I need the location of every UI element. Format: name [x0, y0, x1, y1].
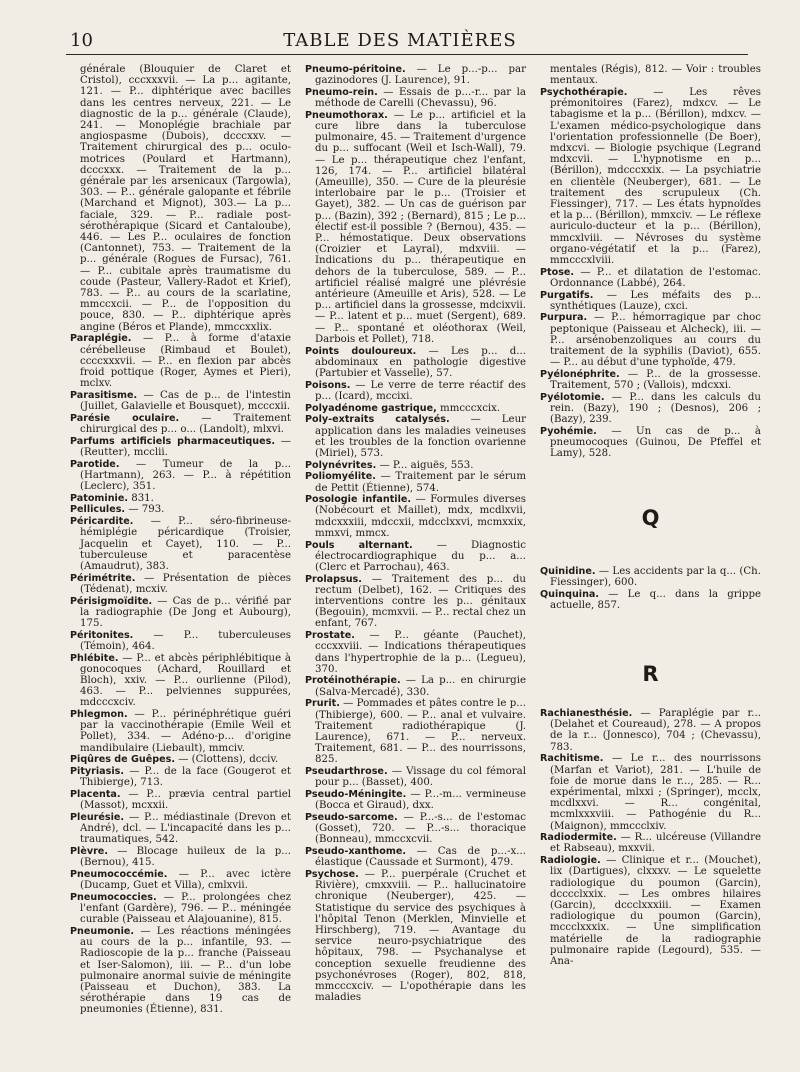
entry-heading: Poly-extraits catalysés. — [305, 414, 450, 426]
entry-heading: Placenta. — [70, 789, 121, 800]
index-entry — [305, 789, 526, 811]
index-entry — [70, 754, 291, 765]
entry-heading: Points douloureux. — [305, 345, 417, 357]
index-entry — [305, 846, 526, 868]
entry-heading: Parasitisme. — [70, 389, 138, 401]
index-entry — [70, 709, 291, 754]
index-entry — [305, 64, 526, 86]
entry-heading: Ptose. — [540, 266, 575, 278]
entry-text: — Diagnostic électrocardiographique du p... a... (Clerc et Parrochau), 463. — [315, 539, 526, 573]
entry-text: — P... avec ictère (Ducamp, Guet et Villa), cmlxvii. — [80, 868, 291, 892]
entry-text: — Les réactions méningées au cours de la p... infantile, 93. — Radioscopie de la p... franche (Paisseau et Iser-Salomon), iii. — P... d'un lobe pulmonaire anormal suivie de méningite (Paisseau et Duchon), 383. La sérothérapie dans 19 cas de pneumonies (Étienne), 831. — [80, 925, 291, 1016]
index-entry — [305, 812, 526, 846]
entry-text: — (Reutter), mcclii. — [80, 435, 291, 458]
entry-heading: Pseudo-sarcome. — [305, 811, 398, 823]
entry-text: — Les méfaits des p... synthétiques (Lauze), cxci. — [550, 289, 761, 312]
entry-text: — P... à forme d'ataxie cérébelleuse (Rimbaud et Boulet), ccccxxxvii. — P... en flexion par abcès froid pottique (Roger, Aymes et Pieri), mclxv. — [80, 333, 291, 390]
entry-text: — Le q... dans la grippe actuelle, 857. — [550, 588, 761, 612]
entry-text: — Clinique et r... (Mouchet), lix (Dartigues), clxxxv. — Le squelette radiologique du poumon (Garcin), dcccclxxix. — Les ombres hilaires (Garcin), dccclxxxiii. — Examen radiologique du poumon (Garcin), mccclxxxix. — Une simplification matérielle de la radiographie pulmonaire rapide (Legourd), 535. — Ana- — [550, 855, 761, 967]
entry-text: — Présentation de pièces (Tédenat), mcxiv. — [80, 572, 291, 595]
section-letter-q: Q — [641, 506, 660, 530]
entry-text: — (Clottens), dcciv. — [174, 754, 279, 766]
index-entry — [70, 573, 291, 595]
entry-text: — P... prolongées chez l'enfant (Gardère), 796. — P... méningée curable (Paisseau et Alajouanine), 815. — [80, 891, 291, 926]
entry-heading: Péricardite. — [70, 516, 134, 528]
entry-heading: Polyadénome gastrique, — [305, 402, 437, 414]
index-entry — [70, 64, 291, 333]
entry-text: générale (Blouquier de Claret et Cristol), cccxxxvii. — La p... agitante, 121. — P... diphtérique avec bacilles dans les centres nerveux, 221. — Le diagnostic de la p... générale (Claude), 241. — Monoplégie brachiale par angiospasme (Dubois), dcccxxv. — Traitement chirurgical des p... oculo-motrices (Poulard et Hartmann), dcccxxx. — Traitement de la p... générale par les arsenicaux (Targowla), 303. — P... générale galopante et fébrile (Marchand et Mignot), 303.— La p... faciale, 329. — P... radiale post-sérothérapique (Sicard et Cantaloube), 446. — Les P... oculaires de fonction (Cantonnet), 753. — Traitement de la p... générale (Rogues de Fursac), 761. — P... cubitale après traumatisme du coude (Pasteur, Vallery-Radot et Krief), 783. — P... au cours de la scarlatine, mmccxcii. — P... de l'opposition du pouce, 830. — P... diphtérique après angine (Béros et Plande), mmccxxlix. — [80, 64, 291, 333]
entry-text: — Pommades et pâtes contre le p... (Thibierge), 600. — P... anal et vulvaire. Traitement radiothérapique (J. Laurence), 671. — P... nerveux. Traitement, 681. — P... des nourrissons, 825. — [315, 698, 526, 766]
entry-heading: Phlegmon. — [70, 709, 128, 721]
entry-heading: Pneumo-rein. — [305, 86, 378, 98]
entry-heading: Plèvre. — [70, 846, 108, 858]
entry-text: — R... ulcéreuse (Villandre et Rabseau), mxxvii. — [550, 832, 761, 855]
index-entry — [70, 892, 291, 926]
index-entry — [540, 267, 761, 289]
entry-text: — Tumeur de la p... (Hartmann), 263. — P... à répétition (Leclerc), 351. — [80, 458, 291, 493]
entry-text: — P... et abcès périphlébitique à gonocoques (Achard, Rouillard et Bloch), xxiv. — P... ourlienne (Pilod), 463. — P... pelviennes suppurées, mdcccxciv. — [80, 652, 291, 709]
index-entry — [70, 766, 291, 788]
entry-heading: Pellicules. — [70, 504, 126, 516]
entry-heading: Pyélonéphrite. — [540, 368, 620, 380]
index-entry — [70, 630, 291, 652]
index-entry — [540, 64, 761, 86]
index-entry — [70, 504, 291, 515]
entry-text: — Les rêves prémonitoires (Farez), mdxcv. — Le tabagisme et la p... (Bérillon), mdxcv. — L'examen médico-psychologique dans l'orientation professionnelle (De Boer), mdxcvi. — Biologie psychique (Legrand mdxcvii. — L'hypnotisme en p... (Bérillon), mdcccxxix. — La psychiatrie en clientèle (Neuberger), 681. — Le traitement des scrupuleux (Ch. Fiessinger), 717. — Les états hypnoïdes et la p... (Bérillon), mmxciv. — Le réflexe auriculo-ducteur et la p... (Bérillon), mmcxlviii. — Névroses du système organo-végétatif et la p... (Farez), mmcccxlviii. — [550, 86, 761, 266]
entry-heading: Poisons. — [305, 379, 351, 391]
entry-heading: Pneumococcies. — [70, 891, 157, 903]
index-entry — [70, 413, 291, 435]
index-entry — [305, 403, 526, 414]
index-entry — [305, 494, 526, 539]
entry-text: — Cas de p... vérifié par la radiographie (De Jong et Aubourg), 175. — [80, 595, 291, 629]
entry-heading: Pneumothorax. — [305, 109, 388, 121]
index-entry — [305, 471, 526, 493]
entry-text: — P... de la face (Gougerot et Thibierge), 713. — [80, 766, 291, 789]
entry-heading: Quinidine. — [540, 566, 596, 577]
index-entry — [70, 789, 291, 811]
entry-heading: Rachitisme. — [540, 753, 604, 765]
entry-heading: Périmétrite. — [70, 572, 136, 584]
index-entry — [305, 540, 526, 574]
entry-heading: Purpura. — [540, 312, 588, 324]
entry-heading: Pneumonie. — [70, 925, 135, 937]
index-entry — [305, 414, 526, 459]
index-entry — [540, 566, 761, 588]
index-entry — [540, 392, 761, 426]
entry-heading: Parotide. — [70, 458, 120, 470]
entry-heading: Pneumococcémie. — [70, 868, 168, 880]
index-entry — [70, 926, 291, 1016]
index-entry — [540, 832, 761, 854]
entry-heading: Péritonites. — [70, 629, 134, 641]
entry-heading: Protéinothérapie. — [305, 675, 401, 687]
entry-heading: Poliomyélite. — [305, 471, 376, 483]
entry-text: — Les accidents par la q... (Ch. Fiessinger), 600. — [550, 566, 761, 589]
index-entry — [305, 110, 526, 345]
index-entry — [305, 460, 526, 471]
index-entry — [70, 869, 291, 891]
entry-text: — P... aiguës, 553. — [376, 459, 474, 471]
entry-text: — Essais de p...-r... par la méthode de Carelli (Chevassu), 96. — [315, 86, 526, 110]
entry-text: — Traitement chirurgical des p... o... (Landolt), mlxvi. — [80, 412, 291, 435]
entry-heading: Purgatifs. — [540, 289, 594, 301]
entry-text: — P... médiastinale (Drevon et André), dcl. — L'incapacité dans les p... traumatiques, 542. — [80, 811, 291, 846]
index-entry — [540, 369, 761, 391]
page-number: 10 — [70, 30, 93, 51]
header-rule — [66, 54, 748, 55]
entry-text: mentales (Régis), 812. — Voir : troubles mentaux. — [550, 64, 761, 87]
index-entry — [305, 87, 526, 109]
entry-text: — Traitement des p... du rectum (Delbet), 162. — Critiques des interventions contre les p... génitaux (Begouin), mcmxvii. — P... rectal chez un enfant, 767. — [315, 573, 526, 630]
entry-heading: Paraplégie. — [70, 333, 132, 345]
index-entry — [540, 426, 761, 460]
index-entry — [305, 698, 526, 765]
entry-heading: Pleurésie. — [70, 811, 125, 823]
entry-text: — Vissage du col fémoral pour p... (Basset), 400. — [315, 766, 526, 789]
entry-heading: Polynévrites. — [305, 459, 377, 471]
index-entry — [540, 589, 761, 611]
entry-heading: Pseudo-Méningite. — [305, 789, 407, 800]
entry-text: — Un cas de p... à pneumocoques (Guinou, De Pfeffel et Lamy), 528. — [550, 426, 761, 460]
index-column-2 — [305, 64, 526, 1004]
index-entry — [540, 87, 761, 266]
index-entry — [70, 493, 291, 504]
index-entry — [305, 675, 526, 697]
entry-text: — Cas de p...-x... élastique (Caussade et Surmont), 479. — [315, 846, 526, 869]
entry-text: — P... géante (Pauchet), cccxxviii. — Indications thérapeutiques dans l'hypertrophie de la p... (Legueu), 370. — [315, 630, 526, 675]
entry-heading: Radiodermite. — [540, 832, 617, 844]
entry-text: — P... de la grossesse. Traitement, 570 ; (Vallois), mdcxxi. — [550, 368, 761, 392]
index-entry — [70, 653, 291, 709]
entry-heading: Psychose. — [305, 868, 359, 880]
entry-heading: Pneumo-péritoine. — [305, 64, 406, 75]
index-entry — [305, 380, 526, 402]
entry-text: — P... hémorragique par choc peptonique (Paisseau et Alcheck), iii. — P... arsénobenzoliques au cours du traitement de la syphilis (Daviot), 655. — P... au début d'une typhoïde, 479. — [550, 312, 761, 369]
entry-text: — P...-m... vermineuse (Bocca et Giraud), dxx. — [315, 789, 526, 812]
entry-text: — P... tuberculeuses (Témoin), 464. — [80, 629, 291, 652]
entry-text: — P... puerpérale (Cruchet et Rivière), cmxxviii. — P... hallucinatoire chronique (Neuberger), 425. — Statistique du service des psychiques à l'hôpital Tenon (Merklen, Minvielle et Hirschberg), 719. — Avantage du service neuro-psychiatrique des hôpitaux, 798. — Psychanalyse et conception sexuelle freudienne des psychonévroses (Roger), 802, 818, mmcccxciv. — L'opothérapie dans les maladies — [315, 868, 526, 1004]
index-column-3 — [540, 64, 761, 460]
entry-heading: Piqûres de Guêpes. — [70, 754, 175, 766]
index-entry — [70, 812, 291, 846]
index-entry — [540, 312, 761, 368]
index-entry — [70, 436, 291, 458]
entry-text: — P... dans les calculs du rein. (Bazy), 190 ; (Desnos), 206 ; (Bazy), 239. — [550, 391, 761, 426]
entry-text: — Blocage huileux de la p... (Bernou), 415. — [80, 846, 291, 869]
index-entry — [540, 753, 761, 831]
entry-heading: Posologie infantile. — [305, 494, 412, 506]
index-entry — [305, 869, 526, 1003]
entry-heading: Quinquina. — [540, 588, 600, 600]
entry-text: — P...-s... de l'estomac (Gosset), 720. — P...-s... thoracique (Bonneau), mmccxcvii. — [315, 811, 526, 846]
entry-text: 831. — [127, 492, 154, 504]
entry-heading: Parfums artificiels pharmaceutiques. — [70, 435, 275, 447]
entry-heading: Rachianesthésie. — [540, 708, 633, 719]
entry-text: — Le p...-p... par gazinodores (J. Laurence), 91. — [315, 64, 526, 87]
entry-text: — P... prævia central partiel (Massot), mcxxii. — [80, 789, 291, 812]
entry-text: mmcccxcix. — [436, 402, 501, 414]
entry-heading: Pyohémie. — [540, 426, 597, 437]
entry-text: — P... séro-fibrineuse-hémiplégie péricardique (Troisier, Jacquelin et Cayet), 110. — P... tuberculeuse et paracentèse (Amaudrut), 383. — [80, 516, 291, 572]
index-section-q — [540, 566, 761, 612]
index-entry — [305, 346, 526, 380]
entry-text: — Traitement par le sérum de Pettit (Étienne), 574. — [315, 471, 526, 494]
entry-text: — P... et dilatation de l'estomac. Ordonnance (Labbé), 264. — [550, 266, 761, 289]
running-head: TABLE DES MATIÈRES — [283, 30, 517, 51]
entry-heading: Pityriasis. — [70, 766, 125, 778]
index-entry — [70, 333, 291, 389]
index-entry — [540, 708, 761, 753]
entry-heading: Pouls alternant. — [305, 539, 413, 551]
index-entry — [305, 630, 526, 675]
section-letter-r: R — [642, 662, 659, 686]
entry-text: — Le p... artificiel et la cure libre dans la tuberculose pulmonaire, 45. — Traitement d'urgence du p... suffocant (Weil et Isch-Wall), 79. — Le p... thérapeutique chez l'enfant, 126, 174. — P... artificiel bilatéral (Ameuille), 350. — Cure de la pleurésie interlobaire par le p... (Troisier et Gayet), 382. — Un cas de guérison par p... (Bazin), 392 ; (Bernard), 815 ; Le p... électif est-il possible ? (Bernou), 435. — P... hémostatique. Deux observations (Croizier et Layral), mdxviii. — Indications du p... thérapeutique en dehors de la tuberculose, 589. — P... artificiel réalisé malgré une plévrésie antérieure (Ameuille et Aris), 528. — Le p... artificiel dans la grossesse, mdcixvii. — P... latent et p... muet (Sergent), 689. — P... spontané et oléothorax (Weil, Darbois et Pollet), 718. — [315, 109, 526, 345]
index-entry — [70, 596, 291, 630]
entry-text: — Le r... des nourrissons (Marfan et Variot), 281. — L'huile de foie de morue dans le r..., 285. — R... expérimental, mlxxi ; (Springer), mcclx, mcdlxxvi. — R... congénital, mcmlxxxviii. — Pathogénie du R... (Maignon), mmccclxiv. — [550, 753, 761, 832]
index-entry — [305, 574, 526, 630]
entry-heading: Pyélotomie. — [540, 391, 605, 403]
entry-text: — P... périnéphrétique guéri par la vaccinothérapie (Emile Weil et Pollet), 334. — Adéno-p... d'origine mandibulaire (Liebault), mmciv. — [80, 709, 291, 754]
entry-heading: Phlébite. — [70, 652, 119, 664]
entry-heading: Prostate. — [305, 630, 355, 642]
entry-text: — Paraplégie par r... (Delahet et Coureaud), 278. — A propos de la r... (Jonnesco), 704 ; (Chevassu), 783. — [550, 708, 761, 753]
entry-heading: Radiologie. — [540, 855, 601, 867]
entry-text: — Formules diverses (Nobécourt et Maillet), mdx, mcdlxvii, mdcxxxiii, mdccxii, mdcclxxvi, mcmxxix, mmxvi, mmcx. — [315, 494, 527, 539]
index-entry — [540, 290, 761, 312]
entry-text: — Le verre de terre réactif des p... (Icard), mccixi. — [315, 379, 526, 402]
entry-heading: Périsigmoïdite. — [70, 595, 153, 607]
entry-heading: Parésie oculaire. — [70, 412, 180, 424]
entry-heading: Pseudo-xanthome. — [305, 846, 406, 858]
index-entry — [305, 766, 526, 788]
index-entry — [70, 390, 291, 412]
index-entry — [540, 855, 761, 967]
index-column-1 — [70, 64, 291, 1016]
entry-text: — Cas de p... de l'intestin (Juillet, Galavielle et Bousquet), mcccxii. — [80, 389, 291, 413]
entry-heading: Psychothérapie. — [540, 86, 628, 98]
entry-heading: Pseudarthrose. — [305, 766, 388, 778]
entry-text: — Les p... d... abdominaux en pathologie digestive (Partubier et Vasselle), 57. — [315, 345, 526, 379]
entry-text: — La p... en chirurgie (Salva-Mercadé), 330. — [315, 675, 526, 698]
index-section-r — [540, 708, 761, 968]
entry-text: — 793. — [125, 504, 165, 516]
index-entry — [70, 846, 291, 868]
entry-heading: Prolapsus. — [305, 573, 362, 585]
entry-heading: Prurit. — [305, 698, 340, 710]
entry-heading: Patominie. — [70, 492, 128, 504]
entry-text: — Leur application dans les maladies veineuses et les troubles de la fonction ovarienne (Miriel), 573. — [315, 414, 526, 459]
index-entry — [70, 459, 291, 493]
index-entry — [70, 516, 291, 572]
